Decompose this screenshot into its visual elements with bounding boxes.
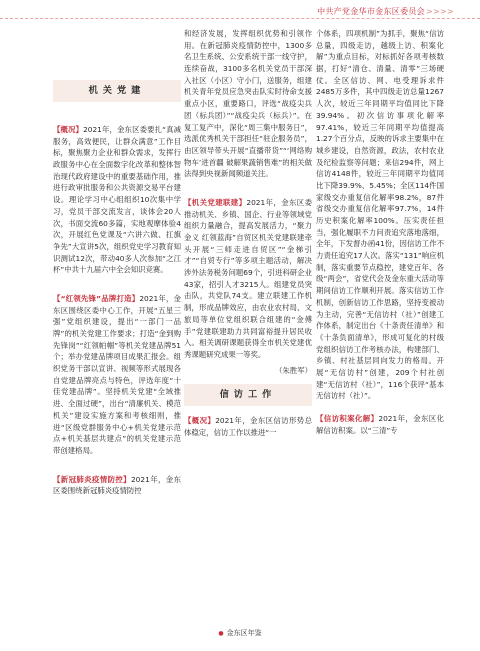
header-org-name: 中共产党金华市金东区委员会 [317,7,425,16]
paragraph-text: 2021年，金东区围绕区委中心工作，开展“五星三强”党组织建设，提出“一部门一品牌”的机关党建工作要求；打造“金到购先锋岗”“红领帕帼”等机关党建品牌51个；举办党建品牌项目成果汇报会。组织党务干部以宣讲、视频等形式展现各自党建品牌亮点与特色，评选年度“十佳党建品牌”。坚持机关党建“全域推进、全面过硬”，出台“清廉机关、模范机关”建设实施方案和考核细则，推进“区级党群服务中心+机关党建示范点+机关基层共建点”的机关党建示范带创建格局。 [53,293,182,455]
keyword-petition-overview: 【概况】 [184,416,216,426]
paragraph-gap [53,277,181,293]
text-column-3 [316,28,444,437]
page-footer [0,628,480,638]
keyword-brand-building: 【“红领先锋”品牌打造】 [53,293,140,303]
footer-page-label: 金东区年鉴 [226,629,262,637]
paragraph-text: 2021年，金东区委围绕新冠肺炎疫情防控 [53,474,181,496]
text-column-2 [184,28,312,440]
footer-dot-icon: ● [218,630,224,637]
keyword-epidemic-control: 【新冠肺炎疫情防控】 [53,474,131,484]
author-credit: （朱胜军） [275,365,312,375]
paragraph-gap [316,403,444,413]
paragraph-petition-overview [184,415,312,438]
keyword-joint-building: 【机关党建联建】 [184,197,247,207]
paragraph-text: 2021年，金东区化解信访积案。以“三清”专 [316,414,444,435]
paragraph-gap [53,458,181,474]
running-header [317,6,454,17]
section-title-party-building: 机关党建 [53,80,181,102]
paragraph-overview [53,124,181,276]
header-arrows: >>>> [425,7,454,16]
text-column-1 [53,28,181,498]
keyword-backlog-resolution: 【信访积案化解】 [316,414,379,423]
paragraph-epidemic-continued: 和经济发展，发挥组织优势和引领作用。在新冠肺炎疫情防控中，1300多名卫生系统、公安系统干部一线守护，连续奋战，3100多名机关党员干部深入社区（小区）守小门，送服务，组建机关青年党员应急突击队实时待命支援重点小区，重要路口，评选“战疫尖兵团（标兵团）”“战疫尖兵（标兵）”。在复工复产中，深化“周三集中服务日”，选派优秀机关干部担任“驻企服务员”，由区领导带头开展“直播带货”“‘网络购物车’进首疆 破解果蔬销售难”的相关做法得到央视新闻频道关注。 [184,29,312,179]
keyword-overview: 【概况】 [53,125,84,134]
paragraph-petition-continued: 个体系，四项机制”为抓手，聚焦“信访总量，四级走访，越级上访、积案化解”为重点目标，对标抓好各项考核数据，打好“清仓、清量、清零”三场硬仗。全区信访、网、电受理诉求件2485万多件，其中四级走访总量1267人次，较近三年同期平均值同比下降39.94%。初次信访事项化解率97.41%，较近三年同期平均值提高1.27个百分点，反映的诉求主要集中在城乡建设，自然资源，政法，农村农业及纪检监察等问题；来信294件，网上信访4148件，较近三年同期平均值同比下降39.9%、5.45%；全区114件国家级交办重复信化解率98.2%，87件省级交办重复信化解率97.7%，14件历史积案化解率100%。压实责任担当，强化履职不力问责追究落地落细，全年，下发督办函41份，因信访工作不力责任追究17人次。落实“131”响应机制，落实重要节点稳控，建党百年、各级“两会”，省党代会及金东重大活动等期间信访工作顺利开展。落实信访工作机制，创新信访工作思路，坚持变被动为主动，完善“无信访村（社）”创建工作体系，制定出台《十条责任清单》和《十条负面清单》，形成可复化的村级党组织信访工作考核办法，构建部门、乡镇、村社基层同向发力的格局。开展“无信访村”创建，209个村社创建“无信访村（社）”，116个获评“基本无信访村（社）”。 [316,29,444,401]
paragraph-gap [184,181,312,197]
paragraph-brand-building [53,293,181,457]
paragraph-text: 2021年，金东区委推动机关、乡镇、国企、行业等领域党组织力量融合，提高发展活力，“聚力金义 红领蓝海”自贸区机关党建联建牵头开展“三师走进自贸区”“金梯引才”“自贸专行”等多项主题活动，解决涉外法务税务问题69个，引进科研企业43家，招引人才3215人。组建党员突击队，共党队74支。建立联建工作机制，形成品牌效应，由农业农村局、文旅局等单位党组织联合组建的“金傅手”党建联建助力共同富裕提升居民收入。相关调研课题获得全市机关党建优秀课题研究成果一等奖。 [184,197,312,359]
paragraph-backlog-resolution [316,413,444,436]
section-title-petition-work: 信访工作 [184,384,312,406]
paragraph-epidemic-control [53,474,181,497]
paragraph-text: 2021年，金东区信访形势总体稳定，信访工作以推进“一 [184,416,312,437]
paragraph-text: 2021年，金东区委要扎“真减服务，高效便民，让群众满意”工作目标，聚焦聚力企业和群众需求，发挥行政服务中心在全面数字化改革和整体智治现代政府建设中的重要基础作用，推进行政审批服务和公共资源交易平台建设。理论学习中心组组织10次集中学习，党员干部交流发言，谈体会20人次，书面交流60多篇，实地观摩体验4次，开展红色党课及“六讲六做、扛旗争先”大宣讲5次，组织党史学习教育知识测试12次，带动40多人次参加“之江杯”中共十九届六中全会知识竞赛。 [53,125,181,275]
header-dashed-rule [0,18,480,19]
paragraph-joint-building [184,197,312,361]
